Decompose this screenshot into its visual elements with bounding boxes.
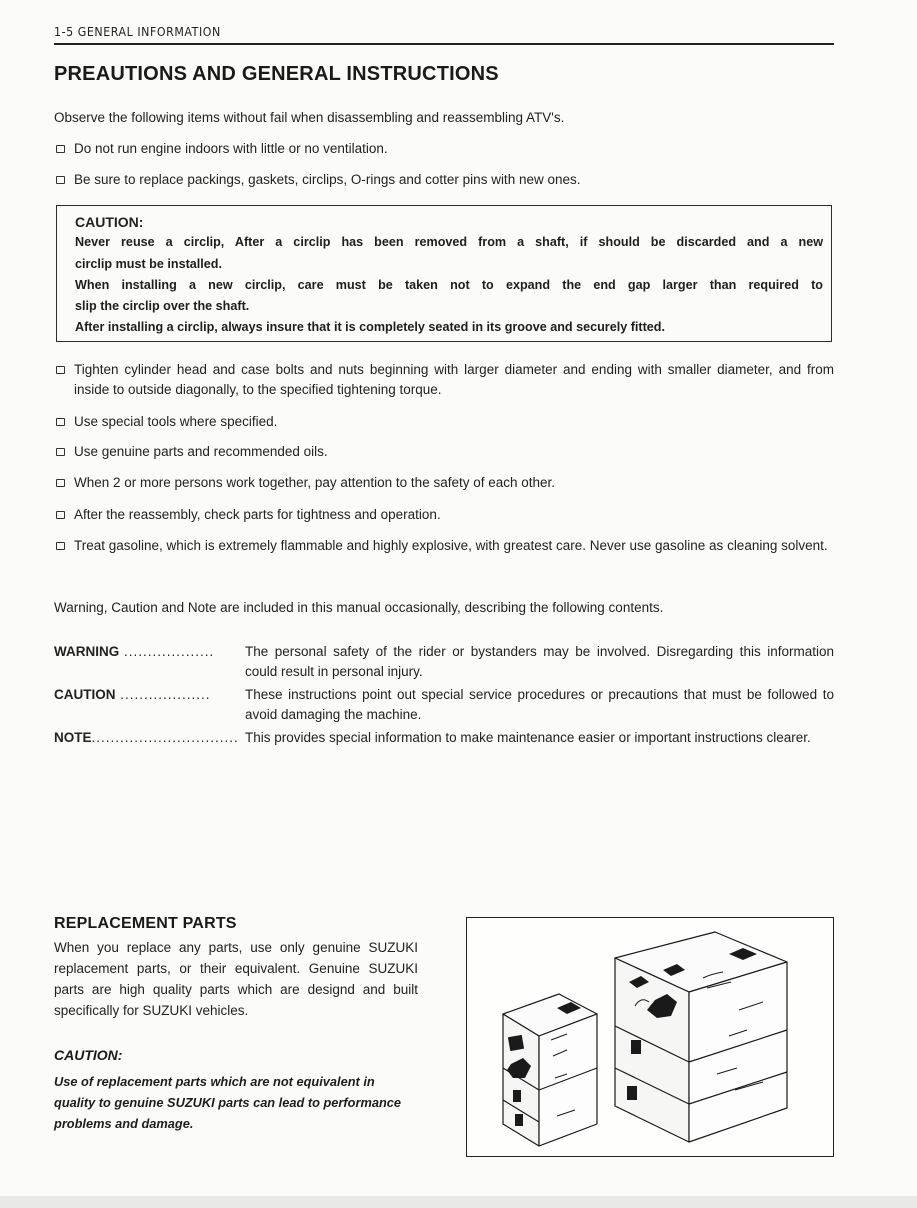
definition-description: The personal safety of the rider or bystanders may be involved. Disregarding this information could result in personal injury. [245, 644, 834, 679]
small-box-left-face [503, 1014, 539, 1146]
section-title-replacement-parts: REPLACEMENT PARTS [54, 915, 237, 932]
caution-line: slip the circlip over the shaft. [75, 299, 250, 313]
caution-line: circlip must be installed. [75, 257, 222, 271]
parts-boxes-illustration [466, 917, 834, 1157]
list-item-text: Use special tools where specified. [74, 414, 278, 429]
replacement-parts-body: When you replace any parts, use only genuine SUZUKI replacement parts, or their equivalent. Genuine SUZUKI parts are high quality parts which are designd and built specifically for SUZUKI vehicles. [54, 940, 418, 1018]
definition-term: WARNING [54, 644, 120, 659]
bullet-square-icon [56, 448, 65, 456]
page-title: PREAUTIONS AND GENERAL INSTRUCTIONS [54, 63, 499, 85]
bullet-square-icon [56, 366, 65, 374]
bullet-square-icon [56, 511, 65, 519]
definition-term: NOTE [54, 730, 92, 745]
dot-leader: ................... [119, 644, 215, 659]
bullet-square-icon [56, 176, 65, 184]
replacement-caution-label: CAUTION: [54, 1047, 123, 1063]
definition-description: This provides special information to make maintenance easier or important instructions clearer. [245, 730, 811, 745]
list-item-text: Do not run engine indoors with little or no ventilation. [74, 141, 388, 156]
definition-term: CAUTION [54, 687, 116, 702]
caution-box [56, 205, 832, 342]
intro-paragraph: Observe the following items without fail when disassembling and reassembling ATV's. [54, 110, 565, 125]
notice-intro: Warning, Caution and Note are included in this manual occasionally, describing the following contents. [54, 600, 664, 615]
header-rule [54, 43, 834, 45]
dot-leader: ............................... [91, 730, 239, 745]
small-box-right-face [539, 1014, 597, 1146]
caution-line: After installing a circlip, always insure that it is completely seated in its groove and securely fitted. [75, 320, 665, 334]
caution-line: Never reuse a circlip, After a circlip has been removed from a shaft, if should be discarded and a new [75, 235, 823, 249]
bullet-square-icon [56, 479, 65, 487]
list-item-text: Use genuine parts and recommended oils. [74, 444, 328, 459]
list-item-text: When 2 or more persons work together, pay attention to the safety of each other. [74, 475, 556, 490]
large-box-right-face [689, 962, 787, 1142]
dot-leader: ................... [115, 687, 211, 702]
list-item-text: Be sure to replace packings, gaskets, circlips, O-rings and cotter pins with new ones. [74, 172, 581, 187]
running-head: 1-5 GENERAL INFORMATION [54, 25, 221, 39]
page-bottom-edge [0, 1196, 917, 1208]
caution-line: When installing a new circlip, care must be taken not to expand the end gap larger than required to [75, 278, 823, 292]
replacement-caution-text: Use of replacement parts which are not equivalent in quality to genuine SUZUKI parts can lead to performance problems and damage. [54, 1074, 401, 1131]
bullet-square-icon [56, 542, 65, 550]
parts-boxes-drawing [467, 918, 833, 1156]
list-item-text: Treat gasoline, which is extremely flammable and highly explosive, with greatest care. Never use gasoline as cleaning solvent. [74, 538, 828, 553]
definition-description: These instructions point out special service procedures or precautions that must be followed to avoid damaging the machine. [245, 687, 834, 722]
bullet-square-icon [56, 145, 65, 153]
list-item-text: After the reassembly, check parts for tightness and operation. [74, 507, 441, 522]
list-item-text: Tighten cylinder head and case bolts and nuts beginning with larger diameter and ending with smaller diameter, and from inside to outside diagonally, to the specified tightening torque. [74, 362, 834, 397]
bullet-square-icon [56, 418, 65, 426]
caution-label: CAUTION: [75, 214, 144, 230]
